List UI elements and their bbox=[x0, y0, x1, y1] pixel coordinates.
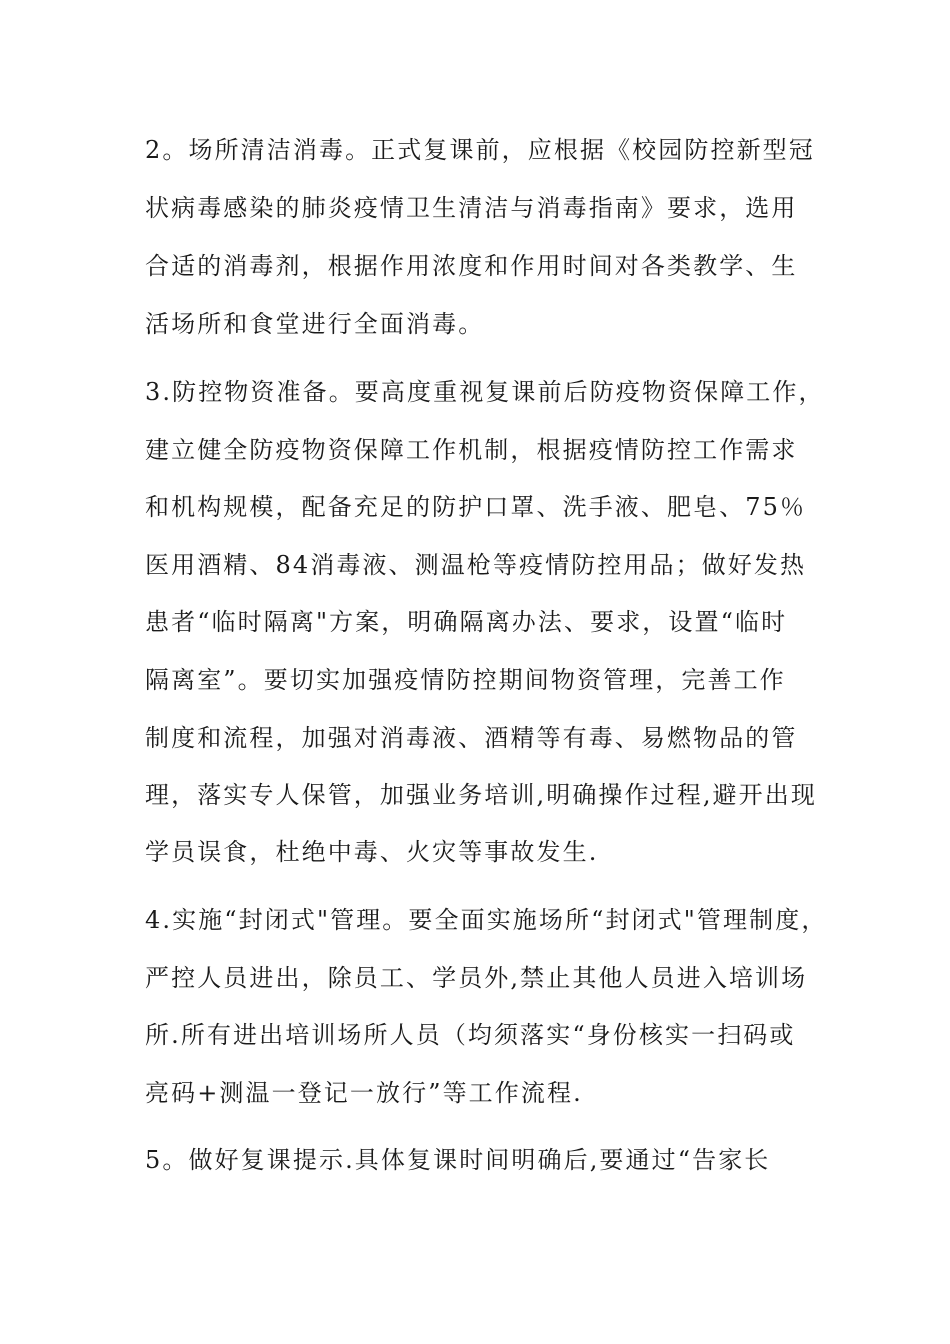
text-line: 学员误食，杜绝中毒、火灾等事故发生. bbox=[145, 838, 599, 866]
text-line: 3.防控物资准备。要高度重视复课前后防疫物资保障工作， bbox=[145, 378, 825, 406]
text-line: 活场所和食堂进行全面消毒。 bbox=[145, 310, 485, 338]
text-line: 状病毒感染的肺炎疫情卫生清洁与消毒指南》要求，选用 bbox=[145, 194, 798, 222]
text-line: 合适的消毒剂，根据作用浓度和作用时间对各类教学、生 bbox=[145, 252, 798, 280]
text-line: 隔离室”。要切实加强疫情防控期间物资管理，完善工作 bbox=[145, 666, 786, 694]
text-line: 4.实施“封闭式"管理。要全面实施场所“封闭式"管理制度， bbox=[145, 906, 828, 934]
text-line: 患者“临时隔离"方案，明确隔离办法、要求，设置“临时 bbox=[145, 608, 788, 636]
text-line: 严控人员进出，除员工、学员外,禁止其他人员进入培训场 bbox=[145, 964, 808, 992]
text-line: 制度和流程，加强对消毒液、酒精等有毒、易燃物品的管 bbox=[145, 724, 798, 752]
text-line: 建立健全防疫物资保障工作机制，根据疫情防控工作需求 bbox=[145, 436, 798, 464]
text-line: 和机构规模，配备充足的防护口罩、洗手液、肥皂、75％ bbox=[145, 493, 807, 521]
text-line: 所.所有进出培训场所人员（均须落实“身份核实一扫码或 bbox=[145, 1021, 796, 1049]
text-line: 亮码+测温一登记一放行”等工作流程. bbox=[145, 1079, 583, 1107]
text-line: 医用酒精、84消毒液、测温枪等疫情防控用品；做好发热 bbox=[145, 551, 807, 579]
text-line: 5。做好复课提示.具体复课时间明确后,要通过“告家长 bbox=[145, 1146, 771, 1174]
text-line: 2。场所清洁消毒。正式复课前，应根据《校园防控新型冠 bbox=[145, 136, 815, 164]
text-line: 理，落实专人保管，加强业务培训,明确操作过程,避开出现 bbox=[145, 781, 817, 809]
